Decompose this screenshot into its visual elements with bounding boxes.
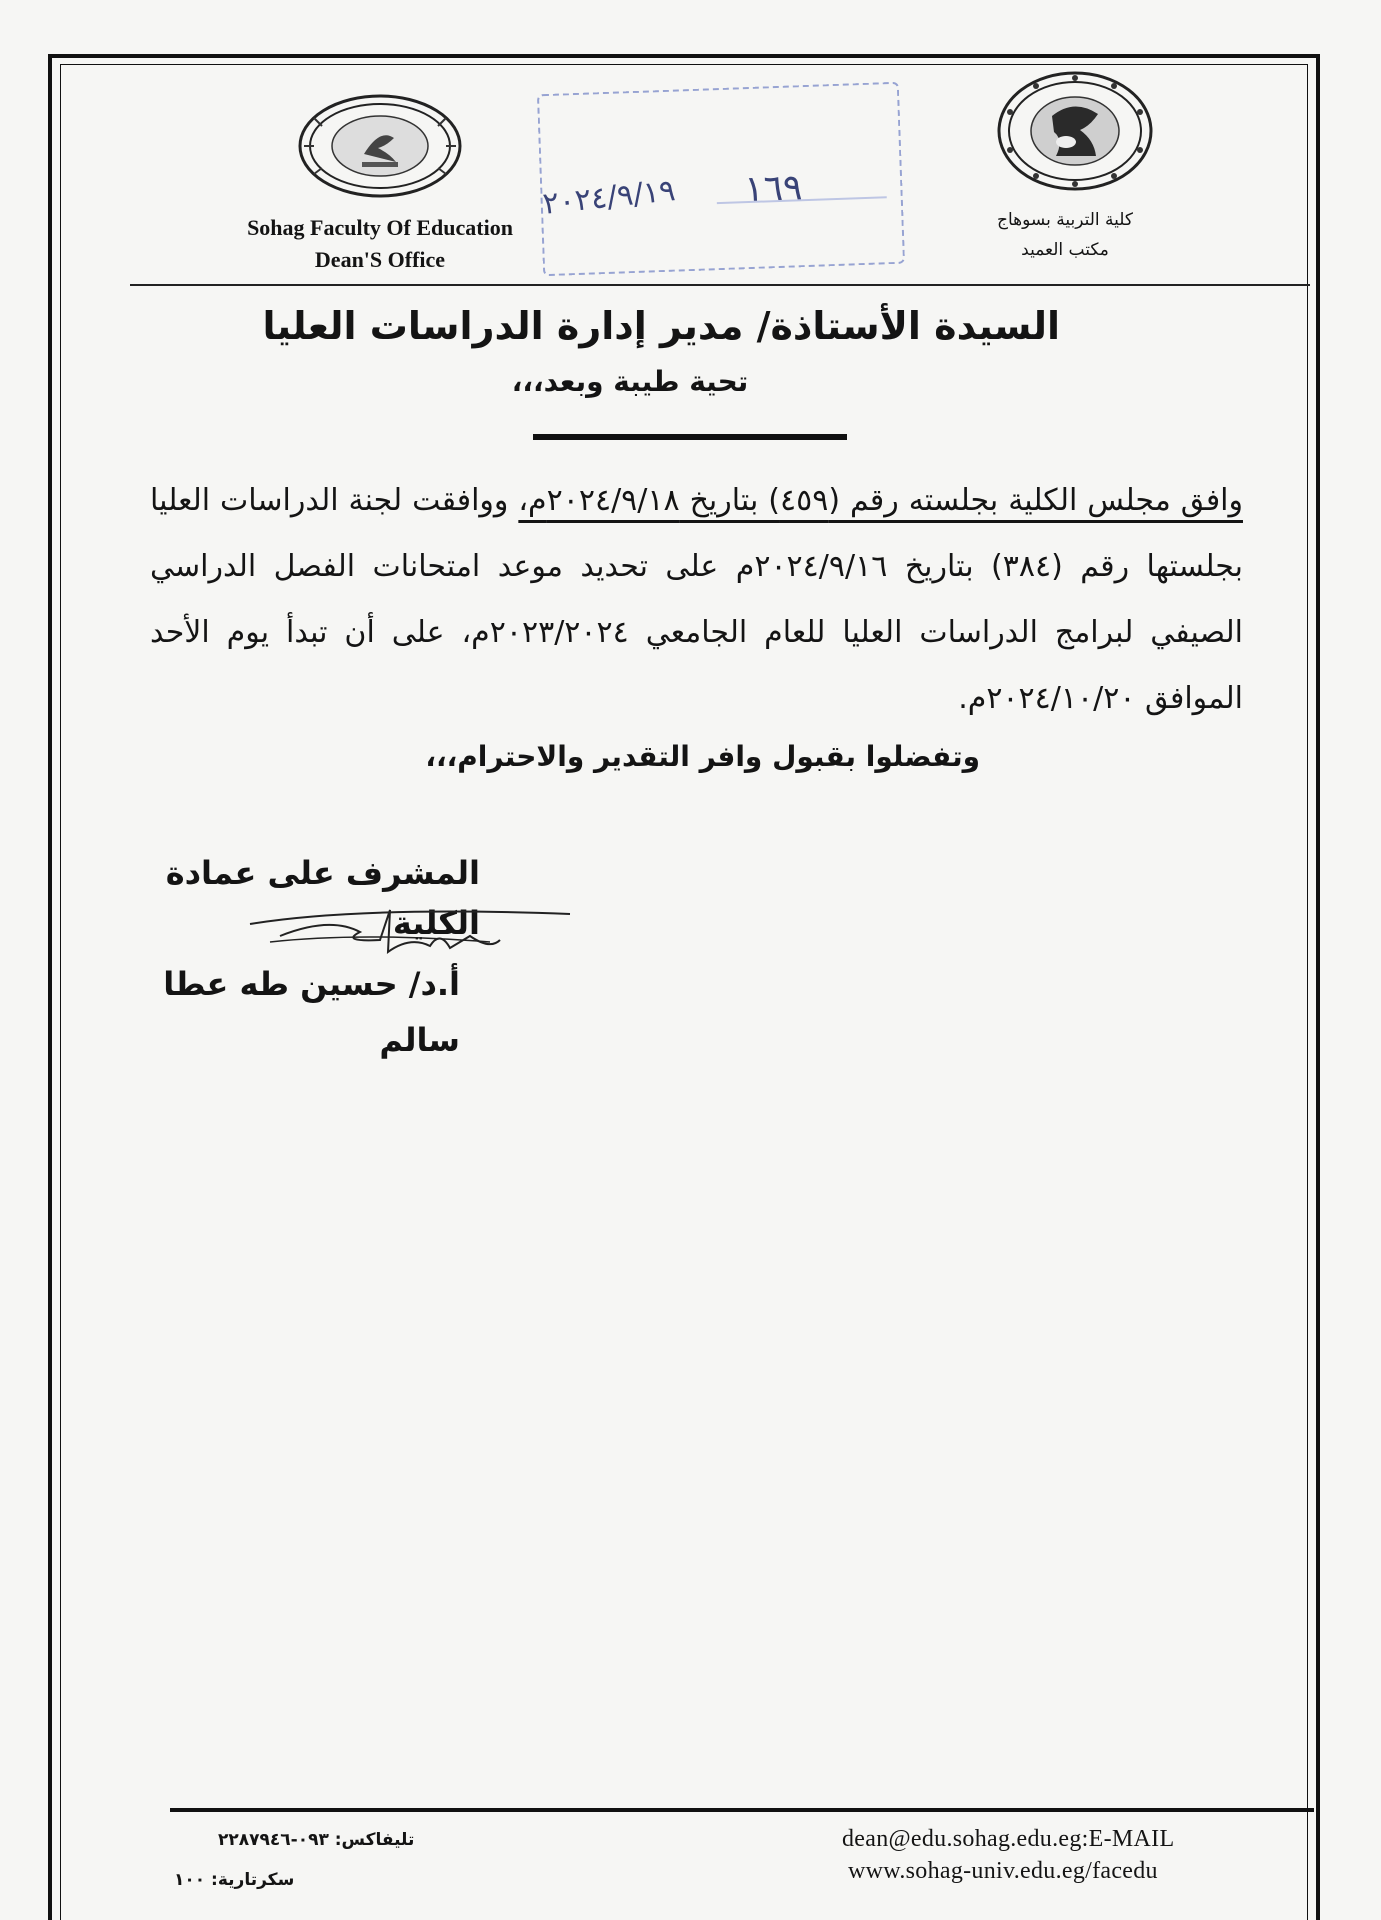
footer-website: www.sohag-univ.edu.eg/facedu bbox=[848, 1858, 1158, 1884]
header-divider bbox=[130, 284, 1310, 286]
footer-divider bbox=[170, 1808, 1314, 1812]
registry-stamp bbox=[537, 82, 905, 277]
letter-addressee: السيدة الأستاذة/ مدير إدارة الدراسات العليا bbox=[262, 304, 1060, 348]
letter-closing: وتفضلوا بقبول وافر التقدير والاحترام،،، bbox=[425, 740, 980, 773]
footer-email: dean@edu.sohag.edu.eg:E-MAIL bbox=[842, 1826, 1175, 1852]
greeting-underline bbox=[533, 434, 847, 440]
stamp-handwritten-number: ١٦٩ bbox=[743, 167, 804, 211]
body-rest: ووافقت لجنة الدراسات العليا بجلستها رقم (٣٨٤) بتاريخ ٢٠٢٤/٩/١٦م على تحديد موعد امتحانات الفصل الدراسي الصيفي لبرامج الدراسات العليا للعام الجامعي ٢٠٢٣/٢٠٢٤م، على أن تبدأ يوم الأحد الموافق ٢٠٢٤/١٠/٢٠م. bbox=[150, 483, 1243, 716]
office-name-en: Dean'S Office bbox=[314, 247, 446, 272]
stamp-handwritten-date: ٢٠٢٤/٩/١٩ bbox=[541, 173, 678, 222]
footer-telefax: تليفاكس: ٠٩٣-٢٢٨٧٩٤٦ bbox=[218, 1830, 415, 1850]
arabic-letterhead bbox=[950, 205, 1180, 265]
faculty-logo bbox=[294, 88, 466, 200]
signatory-name: أ.د/ حسين طه عطا سالم bbox=[163, 965, 460, 1059]
letter-body bbox=[150, 468, 1243, 732]
english-letterhead bbox=[180, 212, 580, 276]
faculty-name-en: Sohag Faculty Of Education bbox=[247, 215, 513, 240]
footer-secretary: سكرتارية: ١٠٠ bbox=[174, 1870, 295, 1890]
body-lead-sentence: وافق مجلس الكلية بجلسته رقم (٤٥٩) بتاريخ ٢٠٢٤/٩/١٨م، bbox=[518, 483, 1243, 518]
university-logo bbox=[994, 68, 1156, 194]
signatory-title: المشرف على عمادة الكلية bbox=[165, 854, 480, 942]
letter-greeting: تحية طيبة وبعد،،، bbox=[511, 365, 749, 398]
office-name-ar: مكتب العميد bbox=[1021, 240, 1109, 260]
faculty-name-ar: كلية التربية بسوهاج bbox=[997, 210, 1133, 230]
